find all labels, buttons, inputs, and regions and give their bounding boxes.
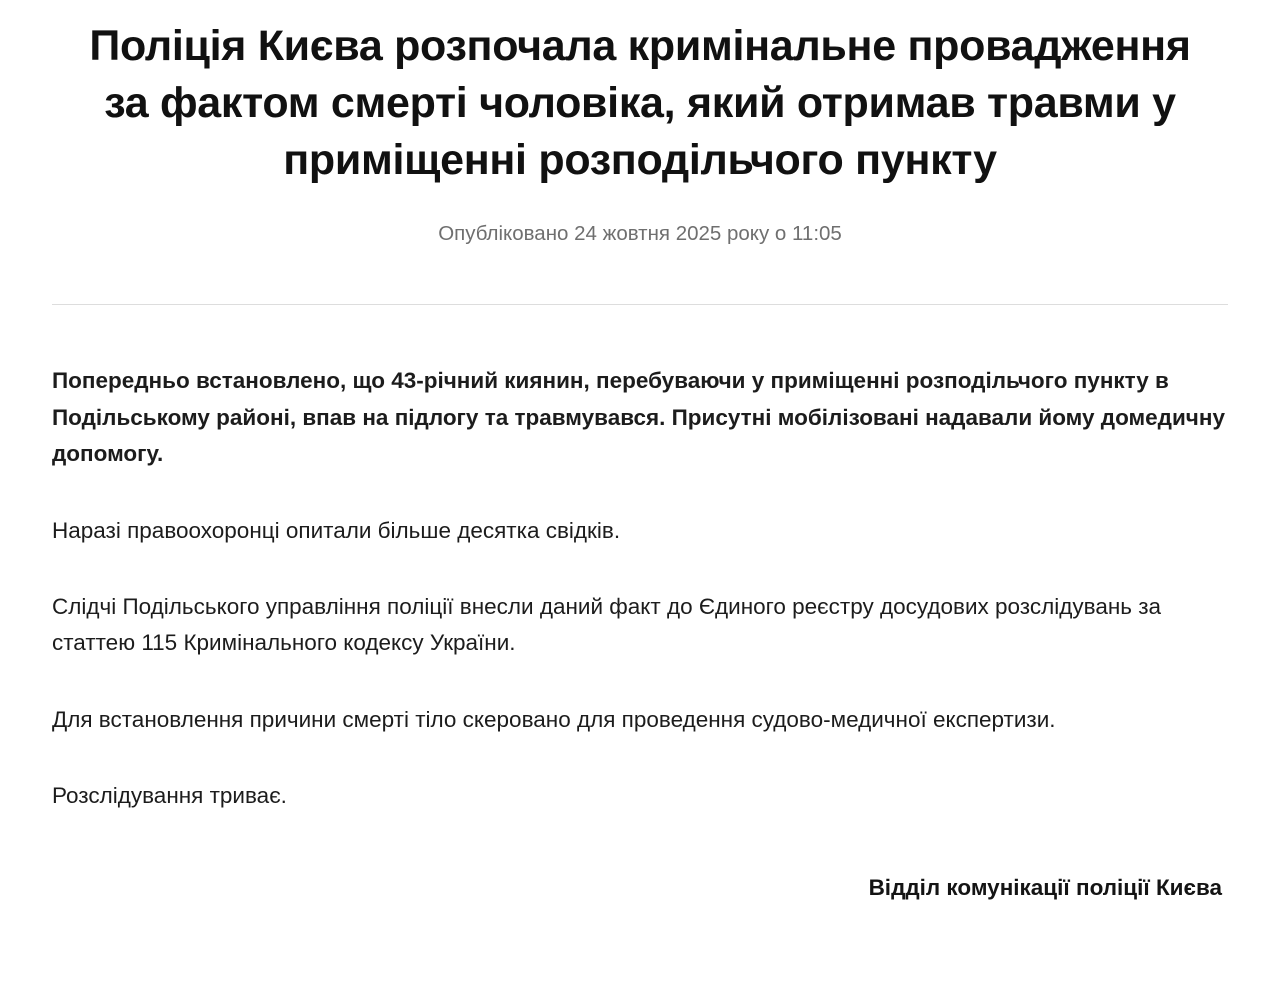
page-title: Поліція Києва розпочала кримінальне провадження за фактом смерті чоловіка, який отримав травми у приміщенні розподільчого пункту: [89, 22, 1191, 185]
article-paragraph-witnesses: Наразі правоохоронці опитали більше десятка свідків.: [52, 517, 621, 543]
article-paragraph-case-registered: Слідчі Подільського управління поліції внесли даний факт до Єдиного реєстру досудових розслідувань за статтею 115 Кримінального кодексу України.: [52, 594, 1162, 656]
article-paragraph-lead: Попередньо встановлено, що 43-річний киянин, перебуваючи у приміщенні розподільчого пункту в Подільському районі, впав на підлогу та травмувався. Присутні мобілізовані надавали йому домедичну допомогу.: [52, 368, 1225, 467]
publish-timestamp: Опубліковано 24 жовтня 2025 року о 11:05: [438, 221, 842, 245]
article-body: [52, 305, 1228, 815]
article-paragraph-forensic: Для встановлення причини смерті тіло скеровано для проведення судово-медичної експертизи.: [52, 706, 1056, 732]
article-signature: Відділ комунікації поліції Києва: [868, 874, 1222, 900]
article-paragraph-ongoing: Розслідування триває.: [52, 783, 287, 809]
